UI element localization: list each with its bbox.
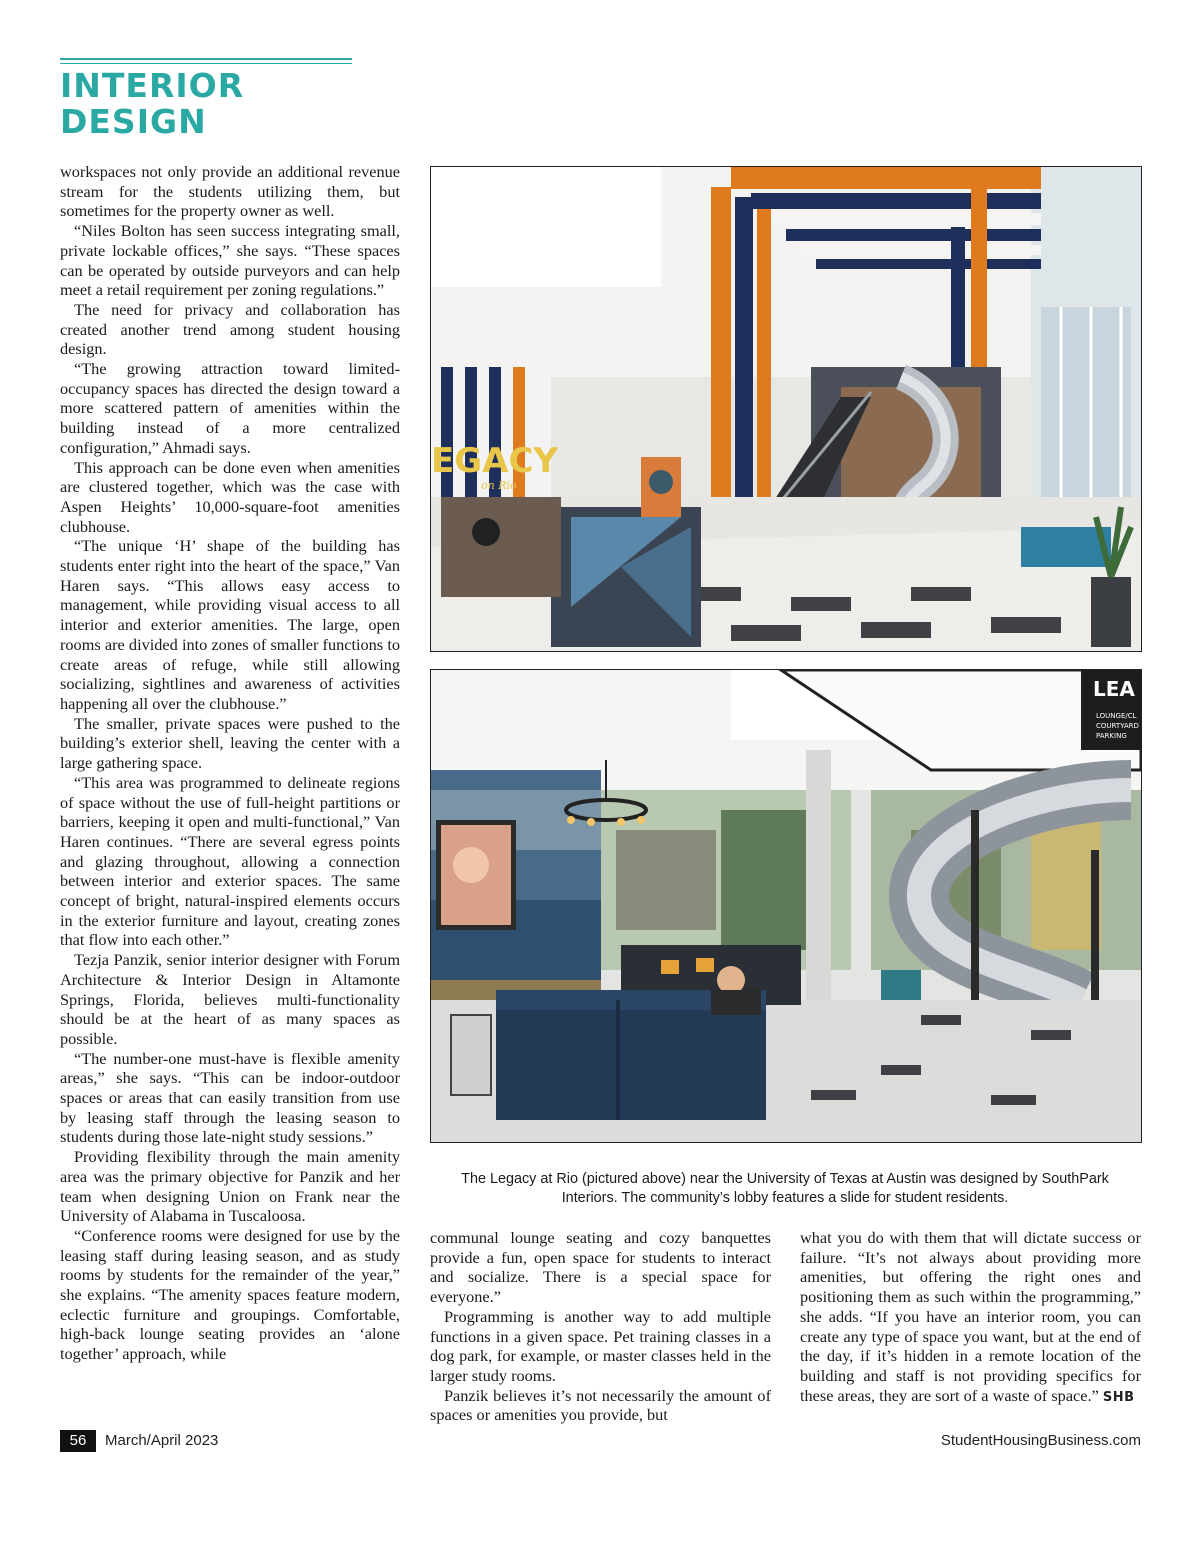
section-title: INTERIOR DESIGN — [60, 66, 245, 141]
paragraph: what you do with them that will dictate success or failure. “It’s not always about providing more amenities, but offering the right ones and positioning them as such within the programming,” she adds. “If you have an interior room, you can create any type of space you want, but at the end of the day, if it’s hidden in a remote location of the building and staff is not providing specifics for these areas, they are sort of a waste of space.” SHB — [800, 1228, 1141, 1405]
paragraph: The smaller, private spaces were pushed to the building’s exterior shell, leaving the center with a large gathering space. — [60, 713, 400, 773]
publication-website: StudentHousingBusiness.com — [940, 1432, 1141, 1449]
paragraph: workspaces not only provide an additional revenue stream for the students utilizing them, but sometimes for the property owner as well. — [60, 162, 400, 221]
issue-date: March/April 2023 — [105, 1432, 219, 1449]
paragraph: Panzik believes it’s not necessarily the amount of spaces or amenities you provide, but — [430, 1385, 771, 1425]
article-column-right — [800, 1228, 1141, 1407]
paragraph: “The growing attraction toward limited-occupancy spaces has directed the design toward a more scattered pattern of amenities within the building instead of a more centralized configuration,” Ahmadi says. — [60, 359, 400, 457]
paragraph: communal lounge seating and cozy banquettes provide a fun, open space for students to interact and socialize. There is a special space for everyone.” — [430, 1228, 771, 1307]
lobby-photo-top — [430, 166, 1142, 652]
page-number: 56 — [60, 1430, 96, 1452]
article-column-left — [60, 162, 400, 1364]
header-rule-top — [60, 58, 352, 60]
header-rule-bottom — [60, 63, 352, 64]
svg-text:COURTYARD: COURTYARD — [1096, 722, 1139, 730]
lobby-photo-bottom — [430, 669, 1142, 1143]
paragraph: This approach can be done even when amenities are clustered together, which was the case with Aspen Heights’ 10,000-square-foot amenities clubhouse. — [60, 457, 400, 536]
svg-text:on Rio: on Rio — [481, 479, 517, 492]
paragraph: “Conference rooms were designed for use by the leasing staff during leasing season, and as study rooms by students for the remainder of the year,” she explains. “The amenity spaces feature modern, eclectic furniture and groupings. Comfortable, high-back lounge seating provides an ‘alone together’ approach, while — [60, 1225, 400, 1364]
paragraph: Programming is another way to add multiple functions in a given space. Pet training classes in a dog park, for example, or master classes held in the larger study rooms. — [430, 1306, 771, 1385]
paragraph: “Niles Bolton has seen success integrating small, private lockable offices,” she says. “These spaces can be operated by outside purveyors and can help meet a retail requirement per zoning regulations.” — [60, 221, 400, 300]
photo-caption — [430, 1170, 1140, 1208]
page-footer — [60, 1430, 1141, 1454]
svg-text:EGACY: EGACY — [431, 441, 559, 481]
svg-text:PARKING: PARKING — [1096, 732, 1127, 740]
svg-text:LEA: LEA — [1093, 677, 1135, 701]
lobby-stairs-illustration — [431, 167, 1141, 651]
paragraph: Tezja Panzik, senior interior designer with Forum Architecture & Interior Design in Altamonte Springs, Florida, believes multi-functionality should be at the heart of as many spaces as possible. — [60, 950, 400, 1048]
svg-text:LOUNGE/CL: LOUNGE/CL — [1096, 712, 1137, 720]
paragraph: “The number-one must-have is flexible amenity areas,” she says. “This can be indoor-outdoor spaces or areas that can easily transition from use by leasing staff through the leasing season to students during those late-night study sessions.” — [60, 1048, 400, 1147]
paragraph: “The unique ‘H’ shape of the building has students enter right into the heart of the space,” Van Haren says. “This allows easy access to management, while providing visual access to all interior and exterior amenities. The large, open rooms are divided into zones of smaller functions to create areas of refuge, while still allowing socializing, sightlines and awareness of activities happening all over the clubhouse.” — [60, 536, 400, 713]
section-header — [60, 58, 352, 140]
paragraph: Providing flexibility through the main amenity area was the primary objective for Panzik and her team when designing Union on Frank near the University of Alabama in Tuscaloosa. — [60, 1147, 400, 1226]
paragraph: The need for privacy and collaboration has created another trend among student housing design. — [60, 299, 400, 359]
lounge-slide-illustration — [431, 670, 1141, 1142]
paragraph: “This area was programmed to delineate regions of space without the use of full-height partitions or barriers, keeping it open and multi-functional,” Van Haren continues. “There are several egress points and glazing throughout, allowing a connection between interior and exterior spaces. The same concept of bright, natural-inspired elements occurs in the exterior furniture and layout, creating zones that flow into each other.” — [60, 772, 400, 950]
caption-line-1: The Legacy at Rio (pictured above) near the University of Texas at Austin was designed by SouthPark — [461, 1171, 1109, 1187]
end-mark: SHB — [1102, 1389, 1135, 1405]
caption-line-2: Interiors. The community’s lobby features a slide for student residents. — [561, 1190, 1009, 1206]
article-column-middle — [430, 1228, 771, 1425]
